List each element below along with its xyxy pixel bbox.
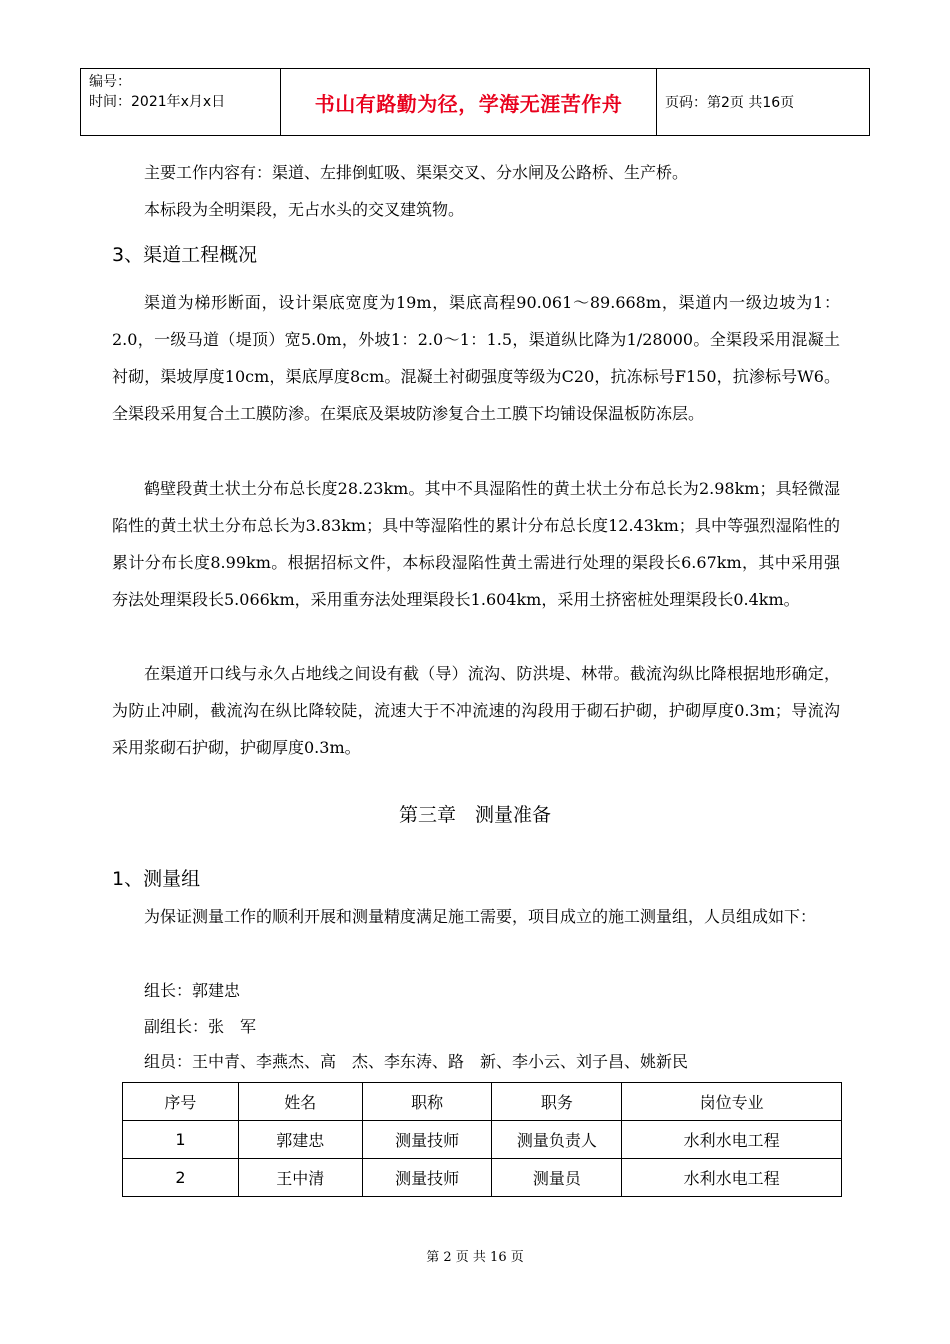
paragraph-team-intro: 为保证测量工作的顺利开展和测量精度满足施工需要，项目成立的施工测量组，人员组成如下： [144,907,817,926]
page-header [80,68,870,136]
table-cell: 测量负责人 [492,1121,622,1159]
table-cell: 测量技师 [362,1159,492,1197]
table-header-cell: 职务 [492,1083,622,1121]
header-page-info: 页码：第2页 共16页 [665,95,795,111]
table-cell: 测量员 [492,1159,622,1197]
table-cell: 2 [123,1159,239,1197]
team-vice-leader: 副组长：张 军 [144,1017,257,1036]
team-leader: 组长：郭建忠 [144,981,241,1000]
header-meta [81,69,281,135]
paragraph-work-content: 主要工作内容有：渠道、左排倒虹吸、渠渠交叉、分水闸及公路桥、生产桥。 [144,163,689,182]
table-cell: 水利水电工程 [622,1121,842,1159]
section-heading-survey-team: 1、测量组 [112,868,201,890]
table-header-cell: 姓名 [238,1083,362,1121]
team-members: 组员：王中青、李燕杰、高 杰、李东涛、路 新、李小云、刘子昌、姚新民 [144,1052,689,1071]
table-cell: 郭建忠 [238,1121,362,1159]
paragraph-loess: 鹤壁段黄土状土分布总长度28.23km。其中不具湿陷性的黄土状土分布总长为2.98km；具轻微湿陷性的黄土状土分布总长为3.83km；具中等湿陷性的累计分布总长度12.43km；具中等强烈湿陷性的累计分布长度8.99km。根据招标文件，本标段湿陷性黄土需进行处理的渠段长6.67km，其中采用强夯法处理渠段长5.066km，采用重夯法处理渠段长1.604km，采用土挤密桩处理渠段长0.4km。 [112,479,840,609]
number-label: 编号： [89,74,131,90]
page-footer: 第 2 页 共 16 页 [426,1250,524,1265]
time-label: 时间：2021年x月x日 [89,94,226,110]
paragraph-channel-design: 渠道为梯形断面，设计渠底宽度为19m，渠底高程90.061～89.668m，渠道内一级边坡为1：2.0，一级马道（堤顶）宽5.0m，外坡1：2.0～1：1.5，渠道纵比降为1/28000。全渠段采用混凝土衬砌，渠坡厚度10cm，渠底厚度8cm。混凝土衬砌强度等级为C20，抗冻标号F150，抗渗标号W6。全渠段采用复合土工膜防渗。在渠底及渠坡防渗复合土工膜下均铺设保温板防冻层。 [112,293,840,423]
paragraph-section-type: 本标段为全明渠段，无占水头的交叉建筑物。 [144,200,465,219]
table-header-row [123,1083,842,1121]
staff-table [122,1082,842,1197]
table-cell: 王中清 [238,1159,362,1197]
table-row [123,1159,842,1197]
table-header-cell: 职称 [362,1083,492,1121]
table-cell: 测量技师 [362,1121,492,1159]
header-motto: 书山有路勤为径，学海无涯苦作舟 [281,69,657,135]
table-header-cell: 序号 [123,1083,239,1121]
table-header-cell: 岗位专业 [622,1083,842,1121]
table-cell: 1 [123,1121,239,1159]
table-row [123,1121,842,1159]
table-cell: 水利水电工程 [622,1159,842,1197]
section-heading-channel: 3、渠道工程概况 [112,244,258,266]
paragraph-drainage: 在渠道开口线与永久占地线之间设有截（导）流沟、防洪堤、林带。截流沟纵比降根据地形确定，为防止冲刷，截流沟在纵比降较陡，流速大于不冲流速的沟段用于砌石护砌，护砌厚度0.3m；导流沟采用浆砌石护砌，护砌厚度0.3m。 [112,664,840,757]
chapter-title: 第三章 测量准备 [398,804,551,826]
